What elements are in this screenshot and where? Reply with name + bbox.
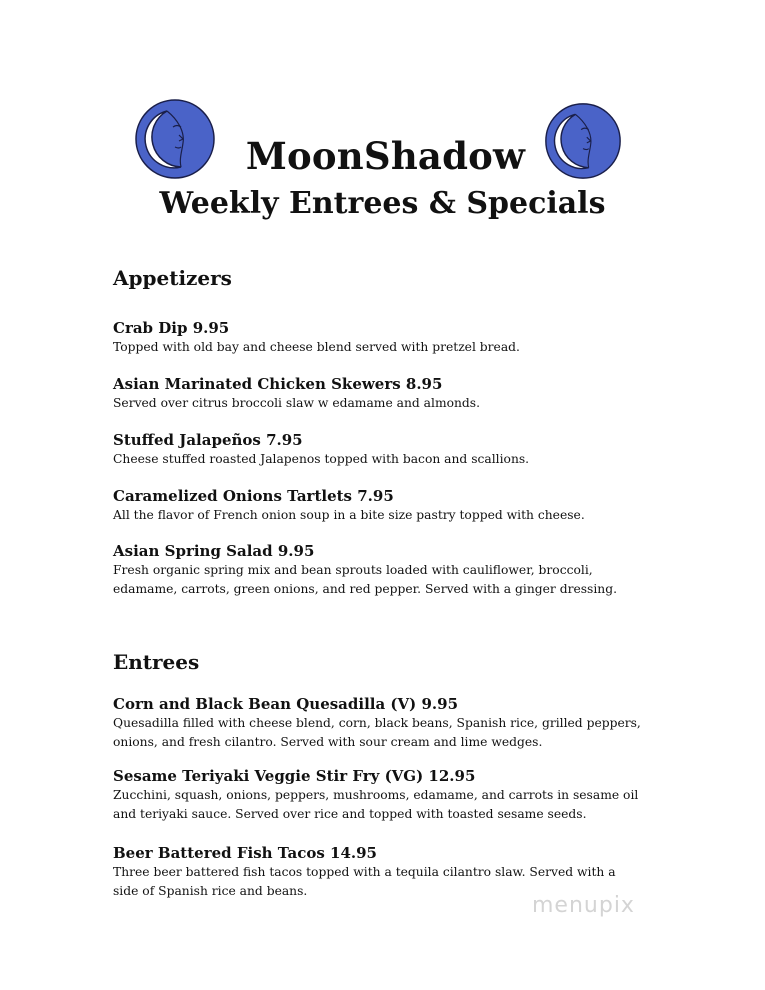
menu-item-description: Three beer battered fish tacos topped with a tequila cilantro slaw. Served with a side of Spanish rice and beans.: [113, 865, 616, 898]
menu-item-description: Quesadilla filled with cheese blend, corn, black beans, Spanish rice, grilled peppers, onions, and fresh cilantro. Served with sour cream and lime wedges.: [113, 716, 641, 749]
menu-item: [113, 694, 653, 752]
menu-item: [113, 430, 653, 469]
menu-item-description: Fresh organic spring mix and bean sprouts loaded with cauliflower, broccoli, edamame, carrots, green onions, and red pepper. Served with a ginger dressing.: [113, 563, 617, 596]
menu-item-description: Topped with old bay and cheese blend served with pretzel bread.: [113, 340, 520, 354]
section-heading-appetizers: Appetizers: [113, 266, 232, 290]
menu-item: [113, 486, 653, 525]
menu-item-name: Asian Marinated Chicken Skewers 8.95: [113, 375, 443, 393]
restaurant-title: MoonShadow: [245, 134, 526, 178]
menu-item-name: Crab Dip 9.95: [113, 319, 230, 337]
menu-item: [113, 374, 653, 413]
menu-item-name: Sesame Teriyaki Veggie Stir Fry (VG) 12.95: [113, 767, 476, 785]
menu-item-name: Asian Spring Salad 9.95: [113, 542, 315, 560]
watermark: menupix: [532, 893, 635, 918]
menu-item-name: Beer Battered Fish Tacos 14.95: [113, 844, 377, 862]
menu-item-name: Caramelized Onions Tartlets 7.95: [113, 487, 394, 505]
section-heading-entrees: Entrees: [113, 650, 200, 674]
menu-item-name: Corn and Black Bean Quesadilla (V) 9.95: [113, 695, 459, 713]
menu-item-description: Served over citrus broccoli slaw w edamame and almonds.: [113, 396, 481, 410]
menu-item-name: Stuffed Jalapeños 7.95: [113, 431, 303, 449]
menu-item: [113, 766, 653, 824]
menu-item-description: Zucchini, squash, onions, peppers, mushrooms, edamame, and carrots in sesame oil and teriyaki sauce. Served over rice and topped with toasted sesame seeds.: [113, 788, 639, 821]
menu-item: [113, 541, 633, 599]
menu-item-description: All the flavor of French onion soup in a bite size pastry topped with cheese.: [113, 508, 585, 522]
menu-item-description: Cheese stuffed roasted Jalapenos topped with bacon and scallions.: [113, 452, 530, 466]
menu-subtitle: Weekly Entrees & Specials: [159, 186, 606, 221]
menu-item: [113, 318, 653, 357]
